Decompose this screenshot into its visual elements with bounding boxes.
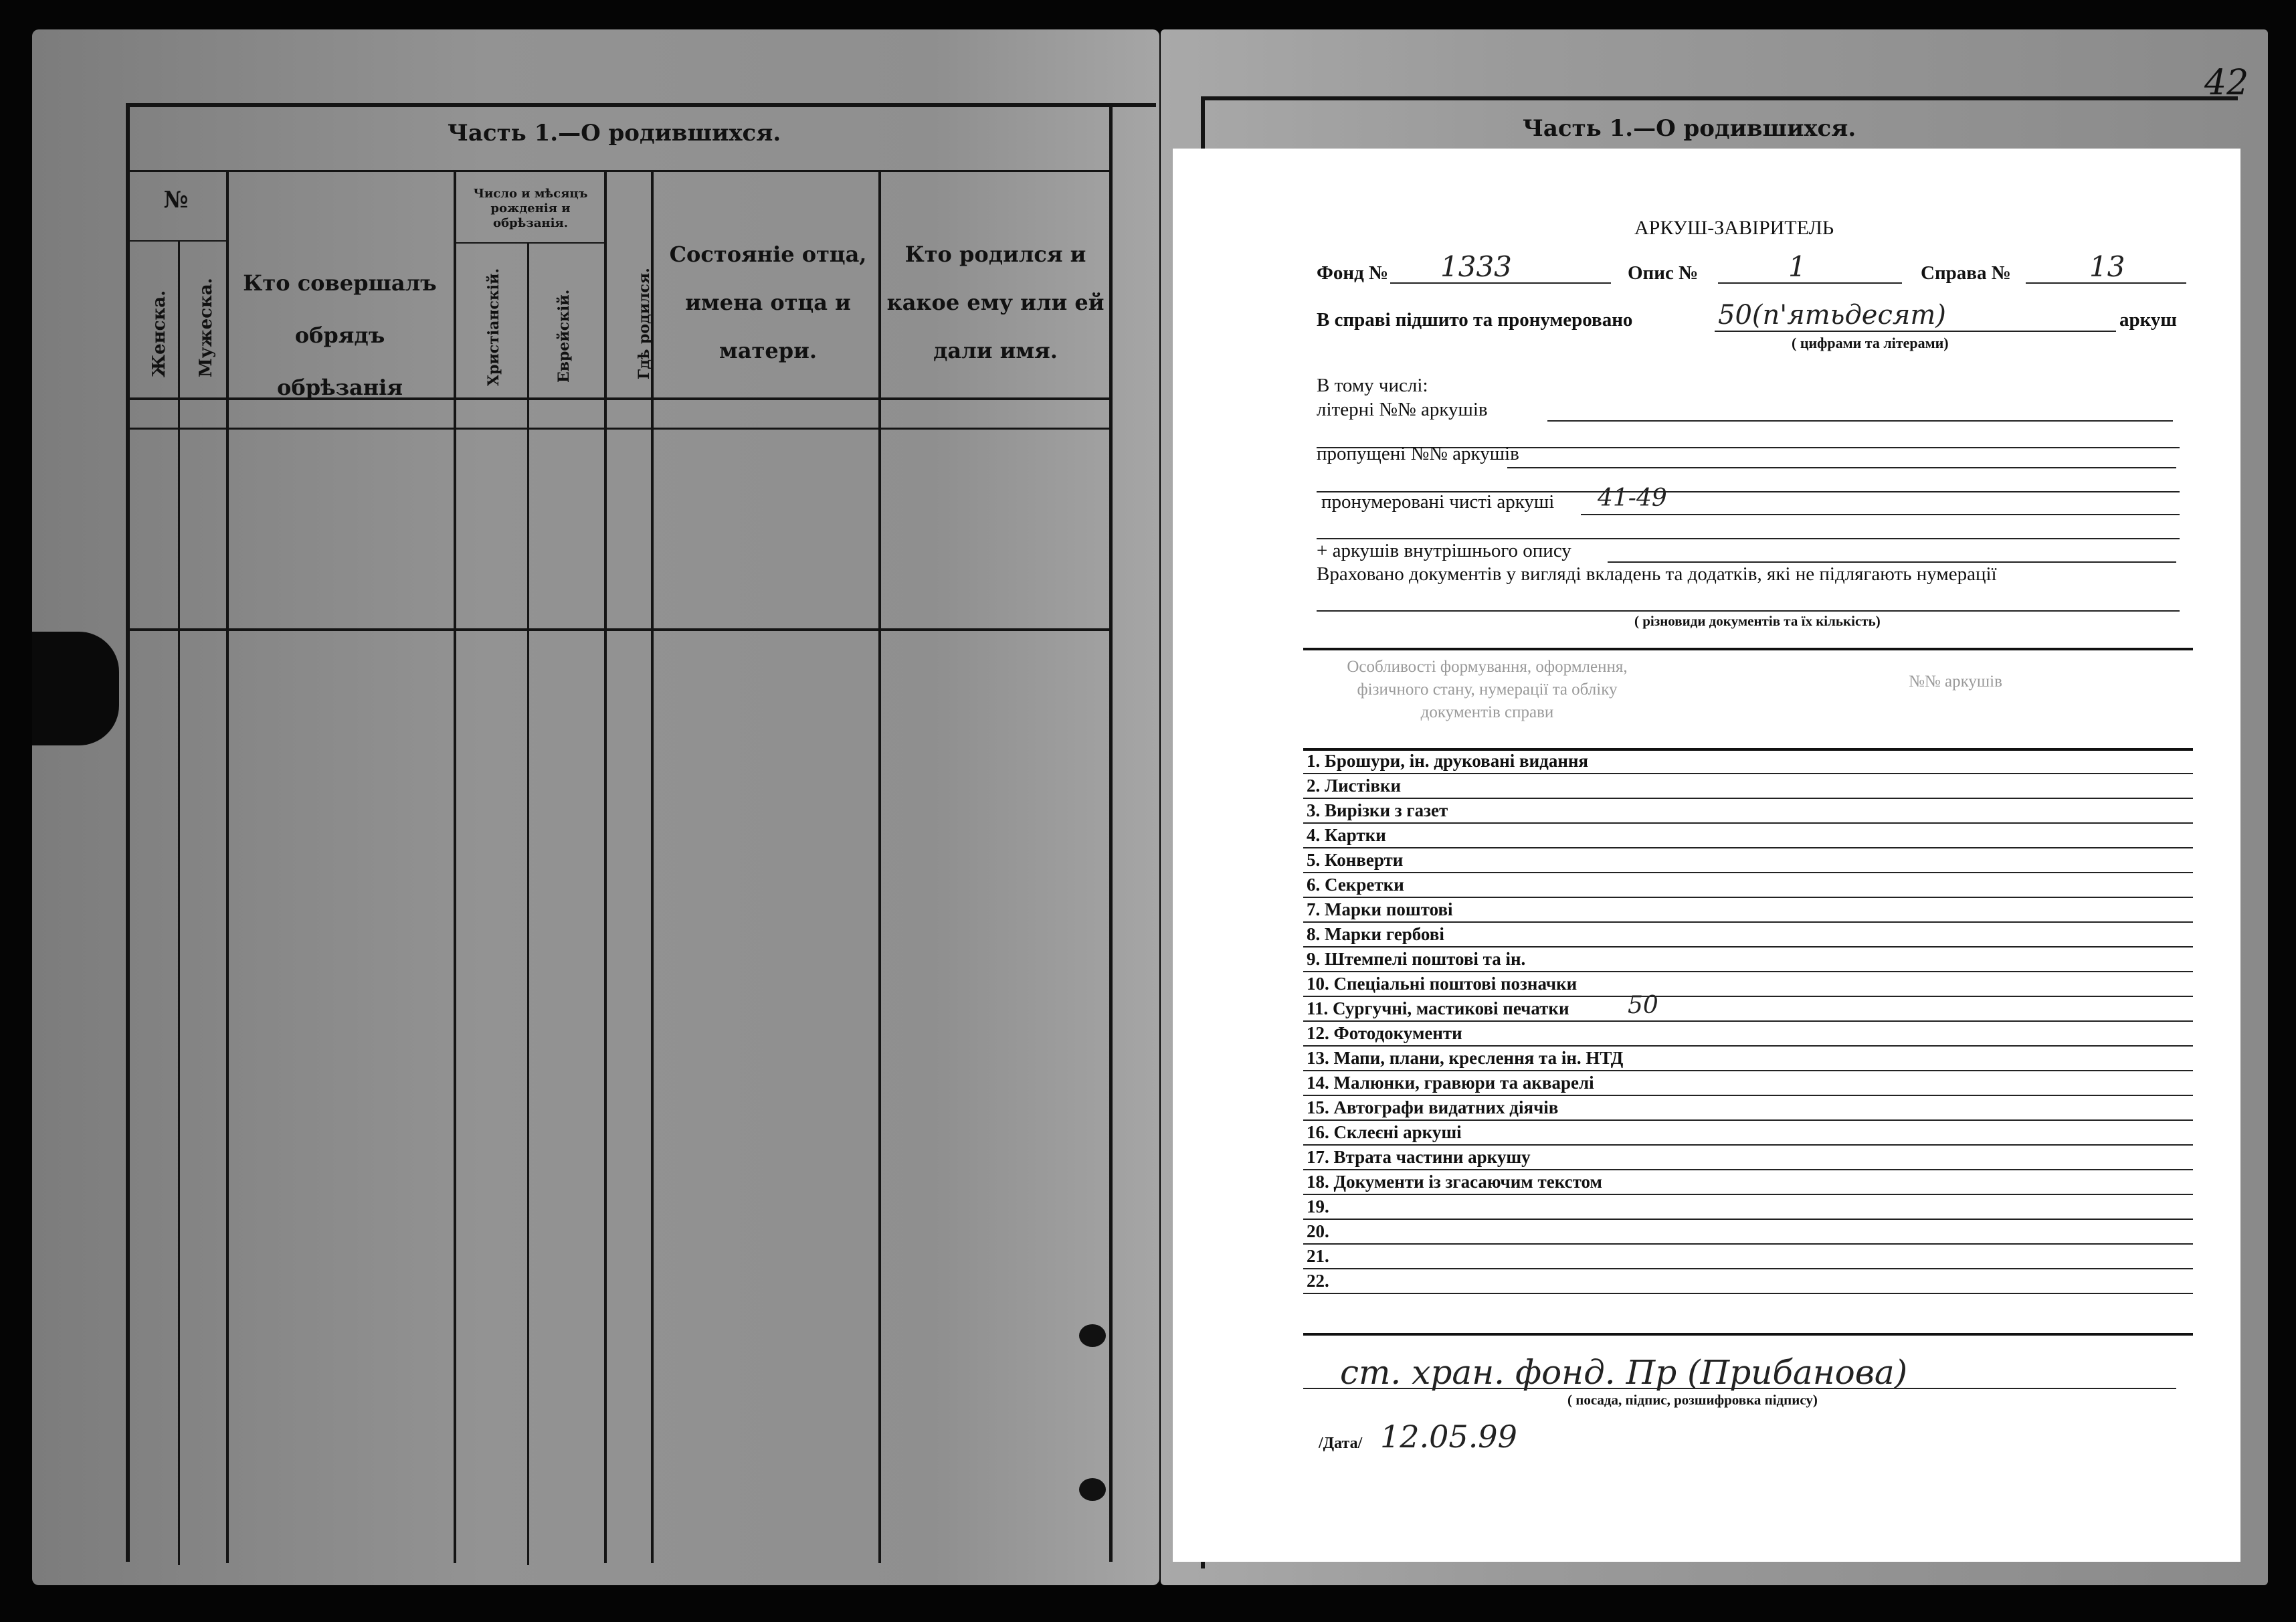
feature-item-label: 13. Мапи, плани, креслення та ін. НТД [1307,1048,1624,1068]
feature-item-rule [1303,1144,2193,1146]
feature-item-rule [1303,1268,2193,1269]
blank-sheets-line [1581,514,2180,515]
ledger-header-title: Часть 1.—О родившихся. [447,120,781,147]
page-number: 42 [2204,63,2249,103]
frame-top [126,103,1156,107]
feature-item-rule [1303,847,2193,848]
col-jewish: Еврейскій. [555,289,573,383]
signature: ст. хран. фонд. Пр (Прибанова) [1340,1353,1908,1392]
col-sep-4 [651,171,654,1563]
table-top-rule [1303,648,2193,650]
col-performed: Кто совершалъ обрядъ обрѣзанія [243,270,437,400]
feature-item-label: 22. [1307,1271,1329,1291]
fond-value: 1333 [1440,250,1512,283]
opys-value: 1 [1788,250,1806,283]
fond-label: Фонд № [1317,262,1389,284]
feature-item-rule [1303,897,2193,898]
number-rule [130,240,226,242]
accounted-line [1317,610,2180,612]
feature-item-label: 18. Документи із згасаючим текстом [1307,1172,1602,1192]
feature-item-label: 4. Картки [1307,825,1386,845]
col-number: № [163,187,189,213]
stitched-value: 50(п'ятьдесят) [1718,300,1946,331]
sheets-numbers-header: №№ аркушів [1909,672,2002,691]
feature-item-rule [1303,971,2193,972]
types-caption: ( різновиди документів та їх кількість) [1634,613,1881,629]
sprava-value: 13 [2089,250,2125,283]
binding-clip [32,632,119,745]
feature-item-rule [1303,1219,2193,1220]
col-date-header: Число и мѣсяцъ рожденія и обрѣзанія. [473,187,588,230]
feature-item-value: 50 [1628,992,1658,1019]
feature-item-label: 9. Штемпелі поштові та ін. [1307,949,1526,969]
left-ledger-page [32,29,1159,1585]
sheets-word: аркуш [2119,309,2177,331]
feature-item-label: 11. Сургучні, мастикові печатки [1307,998,1569,1018]
missed-sheets-line [1507,467,2176,468]
feature-item-label: 1. Брошури, ін. друковані видання [1307,751,1589,771]
feature-item-label: 2. Листівки [1307,776,1402,796]
feature-item-label: 14. Малюнки, гравюри та акварелі [1307,1073,1594,1093]
col-male: Мужеска. [196,278,216,377]
inner-inventory-label: + аркушів внутрішнього опису [1317,540,1571,561]
feature-item-label: 12. Фотодокументи [1307,1023,1462,1043]
feature-item-rule [1303,1045,2193,1047]
blank-sheets-label: пронумеровані чисті аркуші [1321,491,1555,513]
letter-sheets-line [1547,420,2173,422]
feature-item-rule [1303,822,2193,824]
blank-sheets-value: 41-49 [1598,484,1667,512]
sheet-title: АРКУШ-ЗАВІРИТЕЛЬ [1634,217,1834,239]
feature-item-label: 3. Вирізки з газет [1307,800,1448,820]
frame-left [126,103,130,1562]
dates-rule [456,242,604,244]
col-female: Женска. [149,290,169,377]
feature-item-label: 7. Марки поштові [1307,899,1453,919]
date-value: 12.05.99 [1380,1419,1517,1455]
certification-sheet [1173,149,2240,1562]
feature-item-label: 10. Спеціальні поштові позначки [1307,974,1577,994]
opys-line [1718,282,1902,284]
col-where-born: Гдѣ родился. [636,268,653,379]
feature-item-label: 20. [1307,1221,1329,1241]
missed-sheets-label: пропущені №№ аркушів [1317,443,1519,464]
feature-item-label: 16. Склеєні аркуші [1307,1122,1462,1142]
feature-item-rule [1303,872,2193,873]
feature-item-rule [1303,996,2193,997]
row-rule-2 [130,628,1111,631]
feature-item-rule [1303,1119,2193,1121]
feature-item-label: 21. [1307,1246,1329,1266]
right-frame-top [1201,96,2238,100]
row-rule-1 [130,428,1111,430]
col-sep-3 [604,171,607,1563]
opys-label: Опис № [1628,262,1699,284]
header-rule [130,170,1111,172]
feature-item-label: 5. Конверти [1307,850,1404,870]
col-sep-gender [178,240,180,1565]
frame-right [1109,103,1113,1562]
signature-line [1303,1388,2176,1389]
features-header: Особливості формування, оформлення, фізичного стану, нумерації та обліку документів справи [1347,658,1628,721]
feature-item-rule [1303,946,2193,948]
punch-hole-1 [1079,1324,1106,1347]
col-child: Кто родился и какое ему или ей дали имя. [886,242,1105,363]
including-label: В тому числі: [1317,375,1428,396]
feature-item-label: 19. [1307,1196,1329,1216]
feature-item-rule [1303,1293,2193,1294]
feature-item-rule [1303,1070,2193,1071]
right-ledger-header-title: Часть 1.—О родившихся. [1522,115,1856,142]
col-sep-2 [454,171,456,1563]
stitched-label: В справі підшито та пронумеровано [1317,309,1633,331]
feature-item-label: 6. Секретки [1307,875,1404,895]
blank-sheets-line-2 [1317,538,2180,539]
feature-item-label: 15. Автографи видатних діячів [1307,1097,1559,1117]
feature-item-label: 17. Втрата частини аркушу [1307,1147,1531,1167]
feature-item-rule [1303,1243,2193,1245]
col-christian: Христіанскій. [485,268,502,386]
sprava-label: Справа № [1921,262,2011,284]
stitched-line [1715,331,2116,332]
date-label: /Дата/ [1319,1435,1363,1452]
feature-item-rule [1303,1020,2193,1022]
feature-item-label: 8. Марки гербові [1307,924,1444,944]
table-bottom-rule [1303,1333,2193,1336]
feature-item-rule [1303,1169,2193,1170]
feature-item-rule [1303,921,2193,923]
feature-item-rule [1303,773,2193,774]
col-parents: Состояніе отца, имена отца и матери. [669,242,867,363]
digits-letters-caption: ( цифрами та літерами) [1792,335,1949,351]
inner-inventory-line [1608,561,2176,563]
accounted-text: Враховано документів у вигляді вкладень та додатків, які не підлягають нумерації [1317,563,1997,585]
feature-item-rule [1303,1194,2193,1195]
punch-hole-2 [1079,1478,1106,1501]
col-sep-1 [226,171,229,1563]
col-sep-5 [878,171,881,1563]
signature-caption: ( посада, підпис, розшифровка підпису) [1567,1392,1818,1408]
letter-sheets-label: літерні №№ аркушів [1317,399,1488,420]
feature-item-rule [1303,798,2193,799]
feature-item-rule [1303,1095,2193,1096]
col-sep-dates [527,244,529,1565]
